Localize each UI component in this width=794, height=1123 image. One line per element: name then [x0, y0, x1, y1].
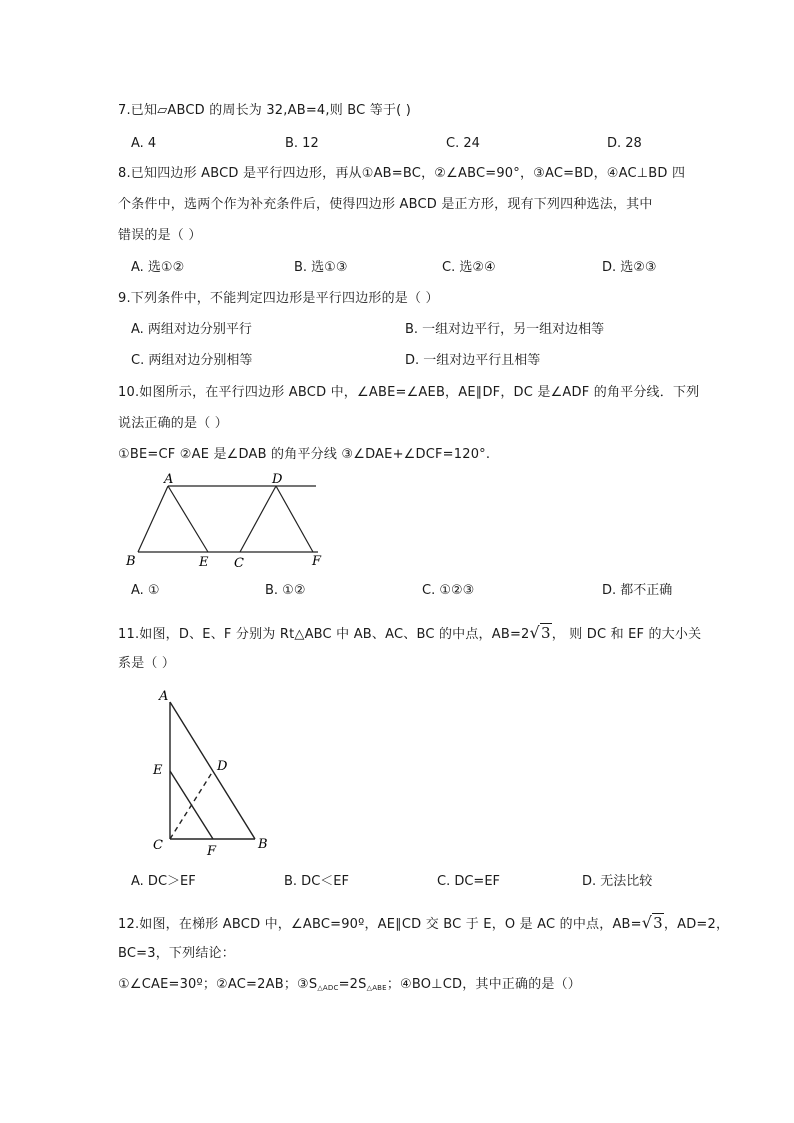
q12-stem-line2: BC=3，下列结论： — [118, 946, 235, 961]
q7-stem: 7.已知▱ABCD 的周长为 32,AB=4,则 BC 等于( ) — [118, 103, 412, 118]
q10-stem-line2: 说法正确的是（ ） — [118, 416, 228, 431]
q7-option-a[interactable]: A. 4 — [131, 136, 157, 151]
q12-subscript-adc: △ADC — [317, 984, 339, 992]
q9-option-c[interactable]: C. 两组对边分别相等 — [131, 353, 253, 368]
q9-option-a[interactable]: A. 两组对边分别平行 — [131, 322, 252, 337]
label-c: C — [153, 838, 163, 853]
label-d: D — [217, 759, 228, 774]
q12-line3-part1: ①∠CAE=30º；②AC=2AB；③S — [118, 977, 318, 992]
q11-stem-part2: ， 则 DC 和 EF 的大小关 — [551, 627, 702, 642]
q11-option-b[interactable]: B. DC＜EF — [284, 874, 349, 889]
q10-stem-line1: 10.如图所示，在平行四边形 ABCD 中，∠ABE=∠AEB，AE∥DF，DC 是∠ADF 的角平分线．下列 — [118, 385, 700, 400]
q8-option-c[interactable]: C. 选②④ — [442, 260, 496, 275]
label-b: B — [258, 837, 268, 852]
q12-stem-part2: ，AD=2， — [663, 917, 730, 932]
q11-sqrt-value: 3 — [540, 624, 551, 642]
segment-dc — [240, 486, 276, 552]
q10-stem-line3: ①BE=CF ②AE 是∠DAB 的角平分线 ③∠DAE+∠DCF=120°. — [118, 447, 491, 462]
label-e: E — [199, 555, 209, 570]
q11-figure — [145, 682, 280, 857]
q9-option-b[interactable]: B. 一组对边平行，另一组对边相等 — [405, 322, 605, 337]
label-c: C — [234, 556, 244, 570]
q8-stem-line1: 8.已知四边形 ABCD 是平行四边形，再从①AB=BC，②∠ABC=90°，③AC=BD，④AC⊥BD 四 — [118, 166, 686, 181]
label-d: D — [272, 472, 283, 487]
q11-stem-part1: 11.如图，D、E、F 分别为 Rt△ABC 中 AB、AC、BC 的中点，AB=2 — [118, 627, 530, 642]
q12-stem-part1: 12.如图，在梯形 ABCD 中，∠ABC=90º，AE∥CD 交 BC 于 E，O 是 AC 的中点，AB= — [118, 917, 642, 932]
q11-option-c[interactable]: C. DC=EF — [437, 874, 501, 889]
sqrt-symbol: √3 — [529, 623, 551, 642]
q10-option-c[interactable]: C. ①②③ — [422, 583, 475, 598]
segment-ab — [138, 486, 168, 552]
q7-option-c[interactable]: C. 24 — [446, 136, 480, 151]
q12-line3-part3: ；④BO⊥CD，其中正确的是（） — [386, 977, 582, 992]
q11-option-d[interactable]: D. 无法比较 — [582, 874, 653, 889]
label-f: F — [312, 554, 322, 569]
q12-stem-line1 — [118, 915, 729, 933]
segment-ae — [168, 486, 208, 552]
q12-stem-line3 — [118, 977, 581, 996]
segment-df — [276, 486, 313, 552]
q9-stem: 9.下列条件中，不能判定四边形是平行四边形的是（ ） — [118, 291, 439, 306]
q8-stem-line3: 错误的是（ ） — [118, 228, 202, 243]
label-f: F — [207, 844, 217, 857]
q12-sqrt-value: 3 — [653, 914, 663, 932]
label-a: A — [164, 472, 174, 487]
sqrt-symbol: √3 — [641, 913, 663, 932]
q7-option-b[interactable]: B. 12 — [285, 136, 319, 151]
q10-figure — [118, 470, 333, 570]
q8-option-a[interactable]: A. 选①② — [131, 260, 185, 275]
q11-option-a[interactable]: A. DC＞EF — [131, 874, 196, 889]
label-a: A — [159, 689, 169, 704]
q11-stem-line1 — [118, 625, 701, 643]
label-e: E — [153, 763, 163, 778]
q9-option-d[interactable]: D. 一组对边平行且相等 — [405, 353, 541, 368]
label-b: B — [126, 554, 136, 569]
q8-option-d[interactable]: D. 选②③ — [602, 260, 657, 275]
segment-ab — [170, 702, 255, 839]
q10-option-b[interactable]: B. ①② — [265, 583, 306, 598]
q12-subscript-abe: △ABE — [366, 984, 387, 992]
q10-option-a[interactable]: A. ① — [131, 583, 160, 598]
q11-stem-line2: 系是（ ） — [118, 656, 176, 671]
q12-line3-part2: =2S — [338, 977, 367, 992]
q8-option-b[interactable]: B. 选①③ — [294, 260, 348, 275]
q8-stem-line2: 个条件中，选两个作为补充条件后，使得四边形 ABCD 是正方形，现有下列四种选法，其中 — [118, 197, 653, 212]
q7-option-d[interactable]: D. 28 — [607, 136, 642, 151]
q10-option-d[interactable]: D. 都不正确 — [602, 583, 673, 598]
